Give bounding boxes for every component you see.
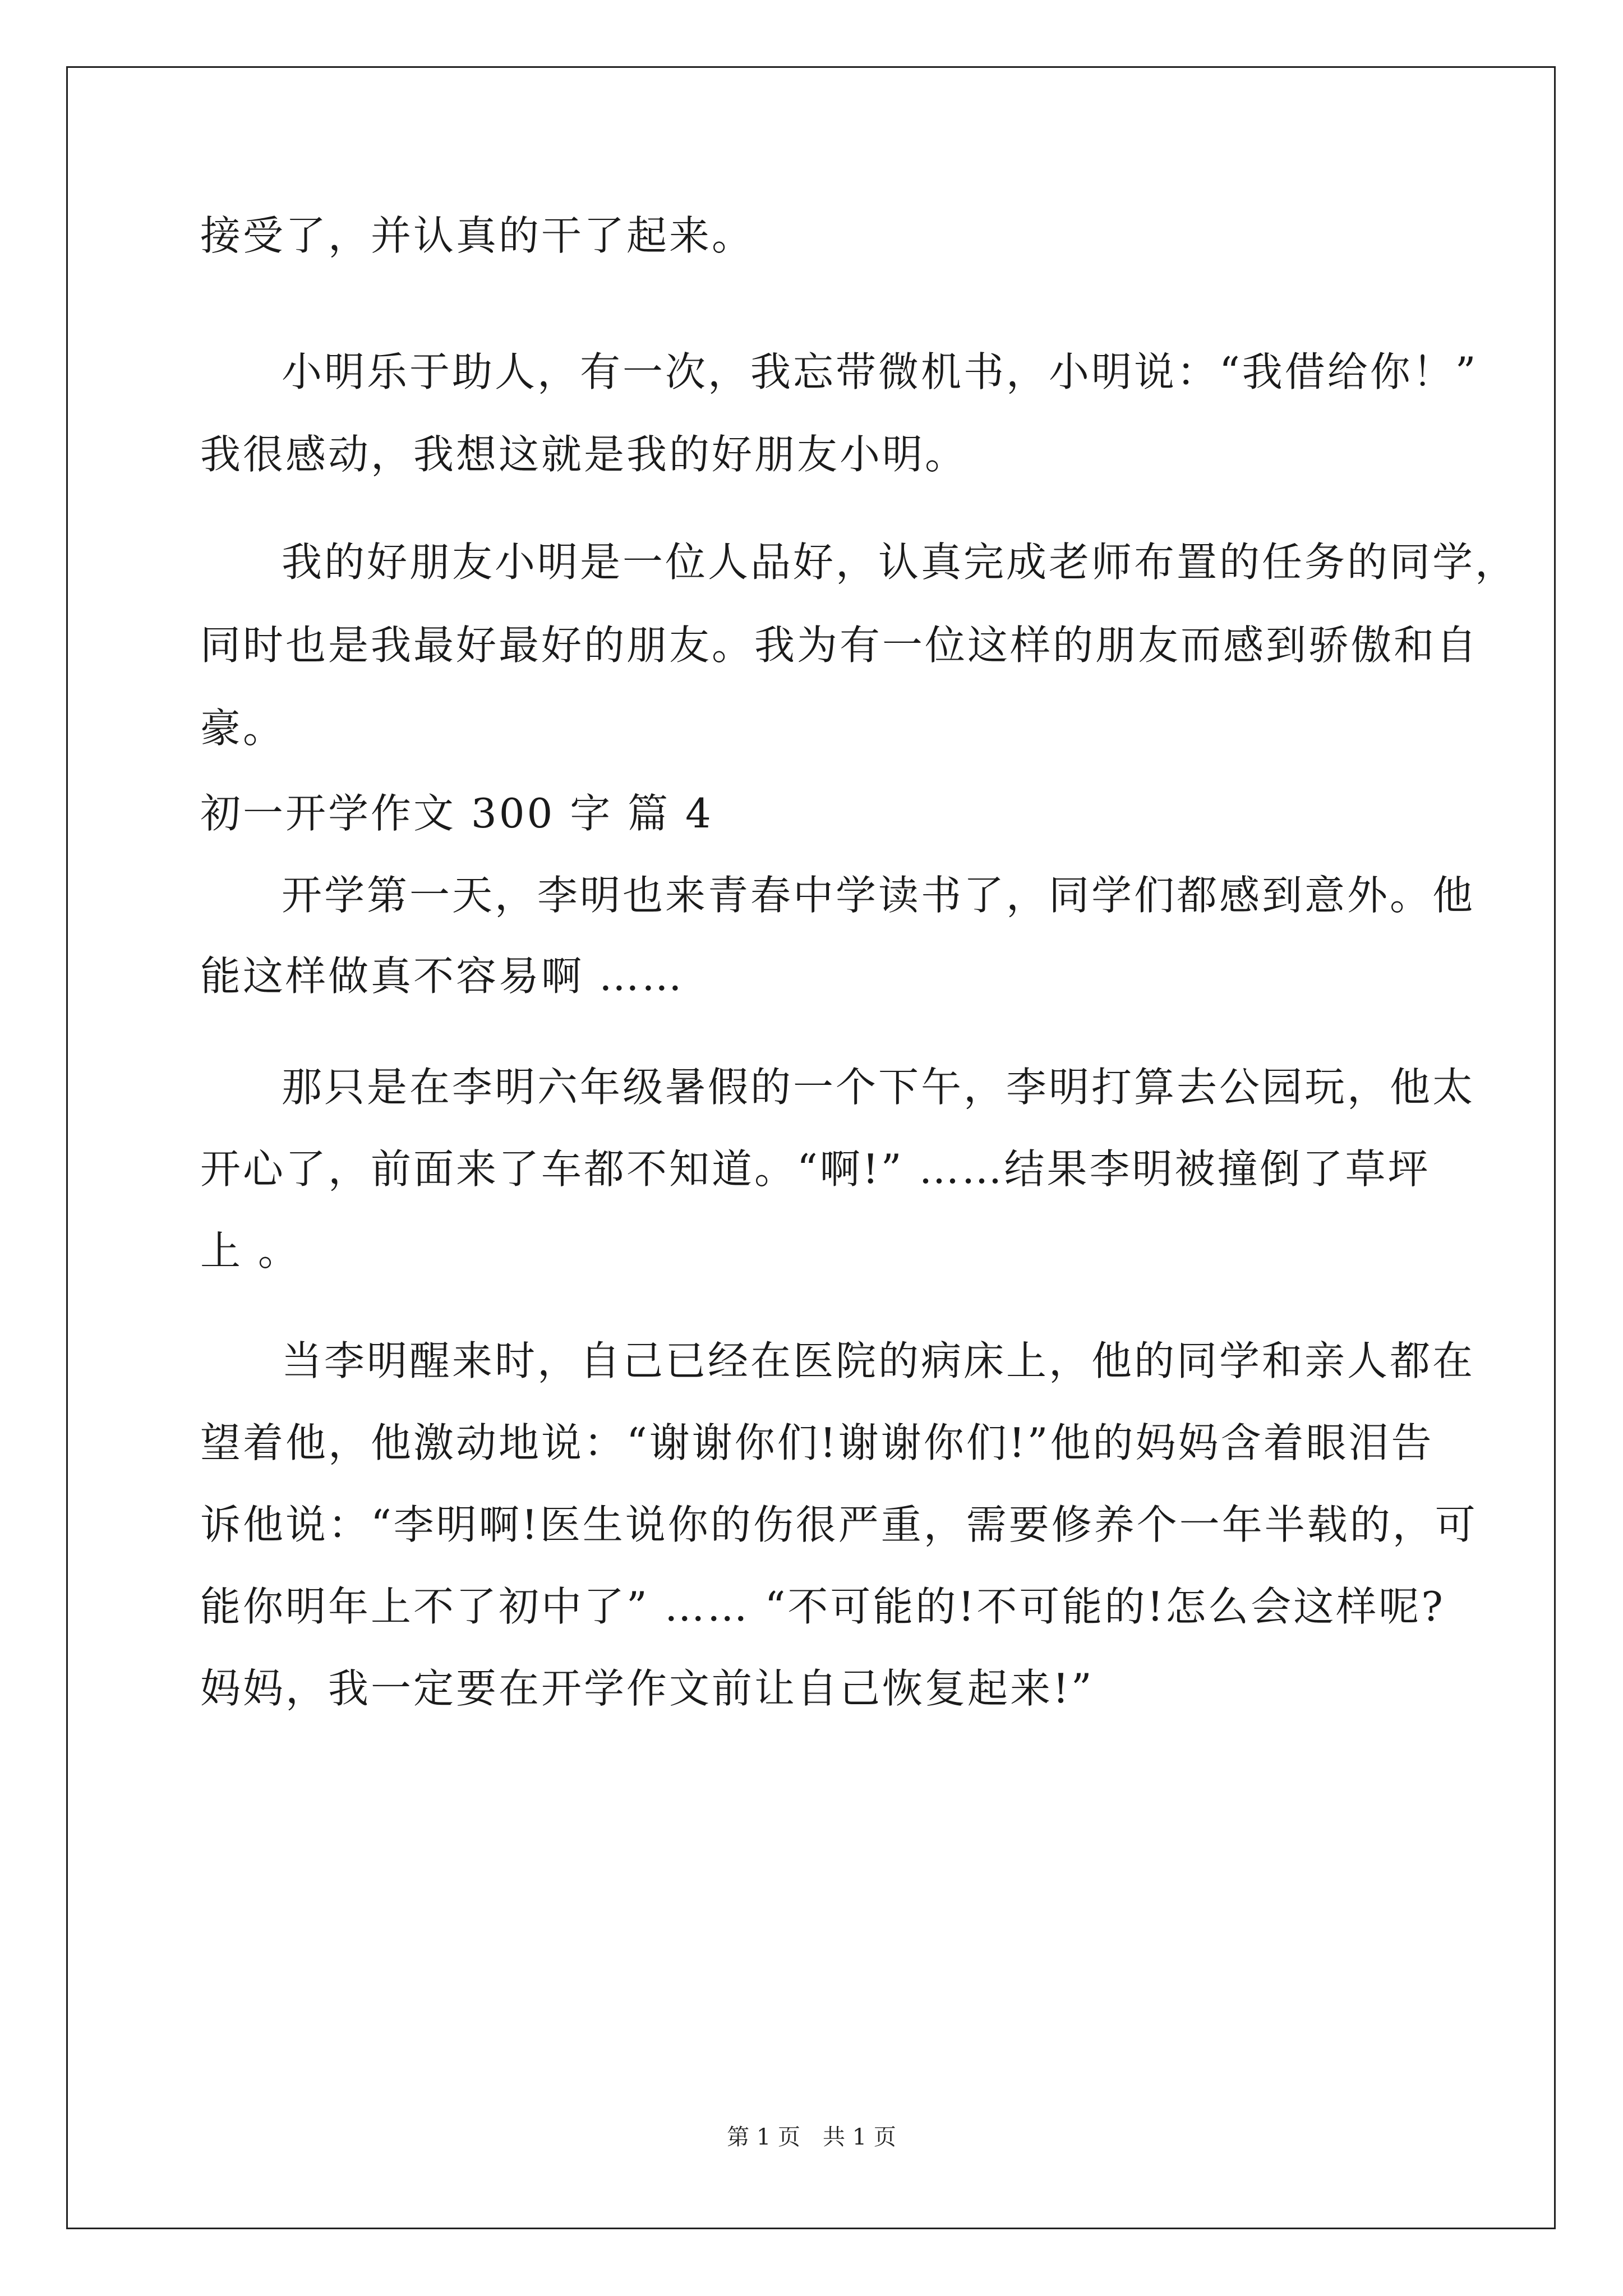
paragraph-line-start: 小明乐于助人，有一次，我忘带微机书，小明说：“我借给你！” <box>282 348 1478 395</box>
paragraph-line-start: 开学第一天，李明也来青春中学读书了，同学们都感到意外。他 <box>282 872 1476 919</box>
paragraph-line: 诉他说：“李明啊!医生说你的伤很严重，需要修养个一年半载的，可 <box>200 1501 1478 1548</box>
paragraph-line-start: 我的好朋友小明是一位人品好，认真完成老师布置的任务的同学， <box>282 539 1518 586</box>
paragraph-line: 豪。 <box>200 705 286 752</box>
paragraph-line: 上 。 <box>200 1227 301 1274</box>
paragraph-line: 我很感动，我想这就是我的好朋友小明。 <box>200 431 968 478</box>
page-number-footer: 第 1 页 共 1 页 <box>727 2124 896 2150</box>
paragraph-line-start: 那只是在李明六年级暑假的一个下午，李明打算去公园玩，他太 <box>282 1064 1476 1111</box>
paragraph-line: 能这样做真不容易啊 …… <box>200 953 684 1000</box>
paragraph-line-continuation: 接受了，并认真的干了起来。 <box>200 212 755 259</box>
paragraph-line: 开心了，前面来了车都不知道。“啊!” ……结果李明被撞倒了草坪 <box>200 1145 1431 1193</box>
section-heading: 初一开学作文 300 字 篇 4 <box>200 790 713 837</box>
paragraph-line: 同时也是我最好最好的朋友。我为有一位这样的朋友而感到骄傲和自 <box>200 622 1479 669</box>
paragraph-line: 望着他，他激动地说：“谢谢你们!谢谢你们!”他的妈妈含着眼泪告 <box>200 1419 1434 1466</box>
paragraph-line: 能你明年上不了初中了” …… “不可能的!不可能的!怎么会这样呢? <box>200 1583 1445 1630</box>
paragraph-line: 妈妈，我一定要在开学作文前让自己恢复起来!” <box>200 1665 1094 1712</box>
paragraph-line-start: 当李明醒来时，自己已经在医院的病床上，他的同学和亲人都在 <box>282 1337 1476 1384</box>
